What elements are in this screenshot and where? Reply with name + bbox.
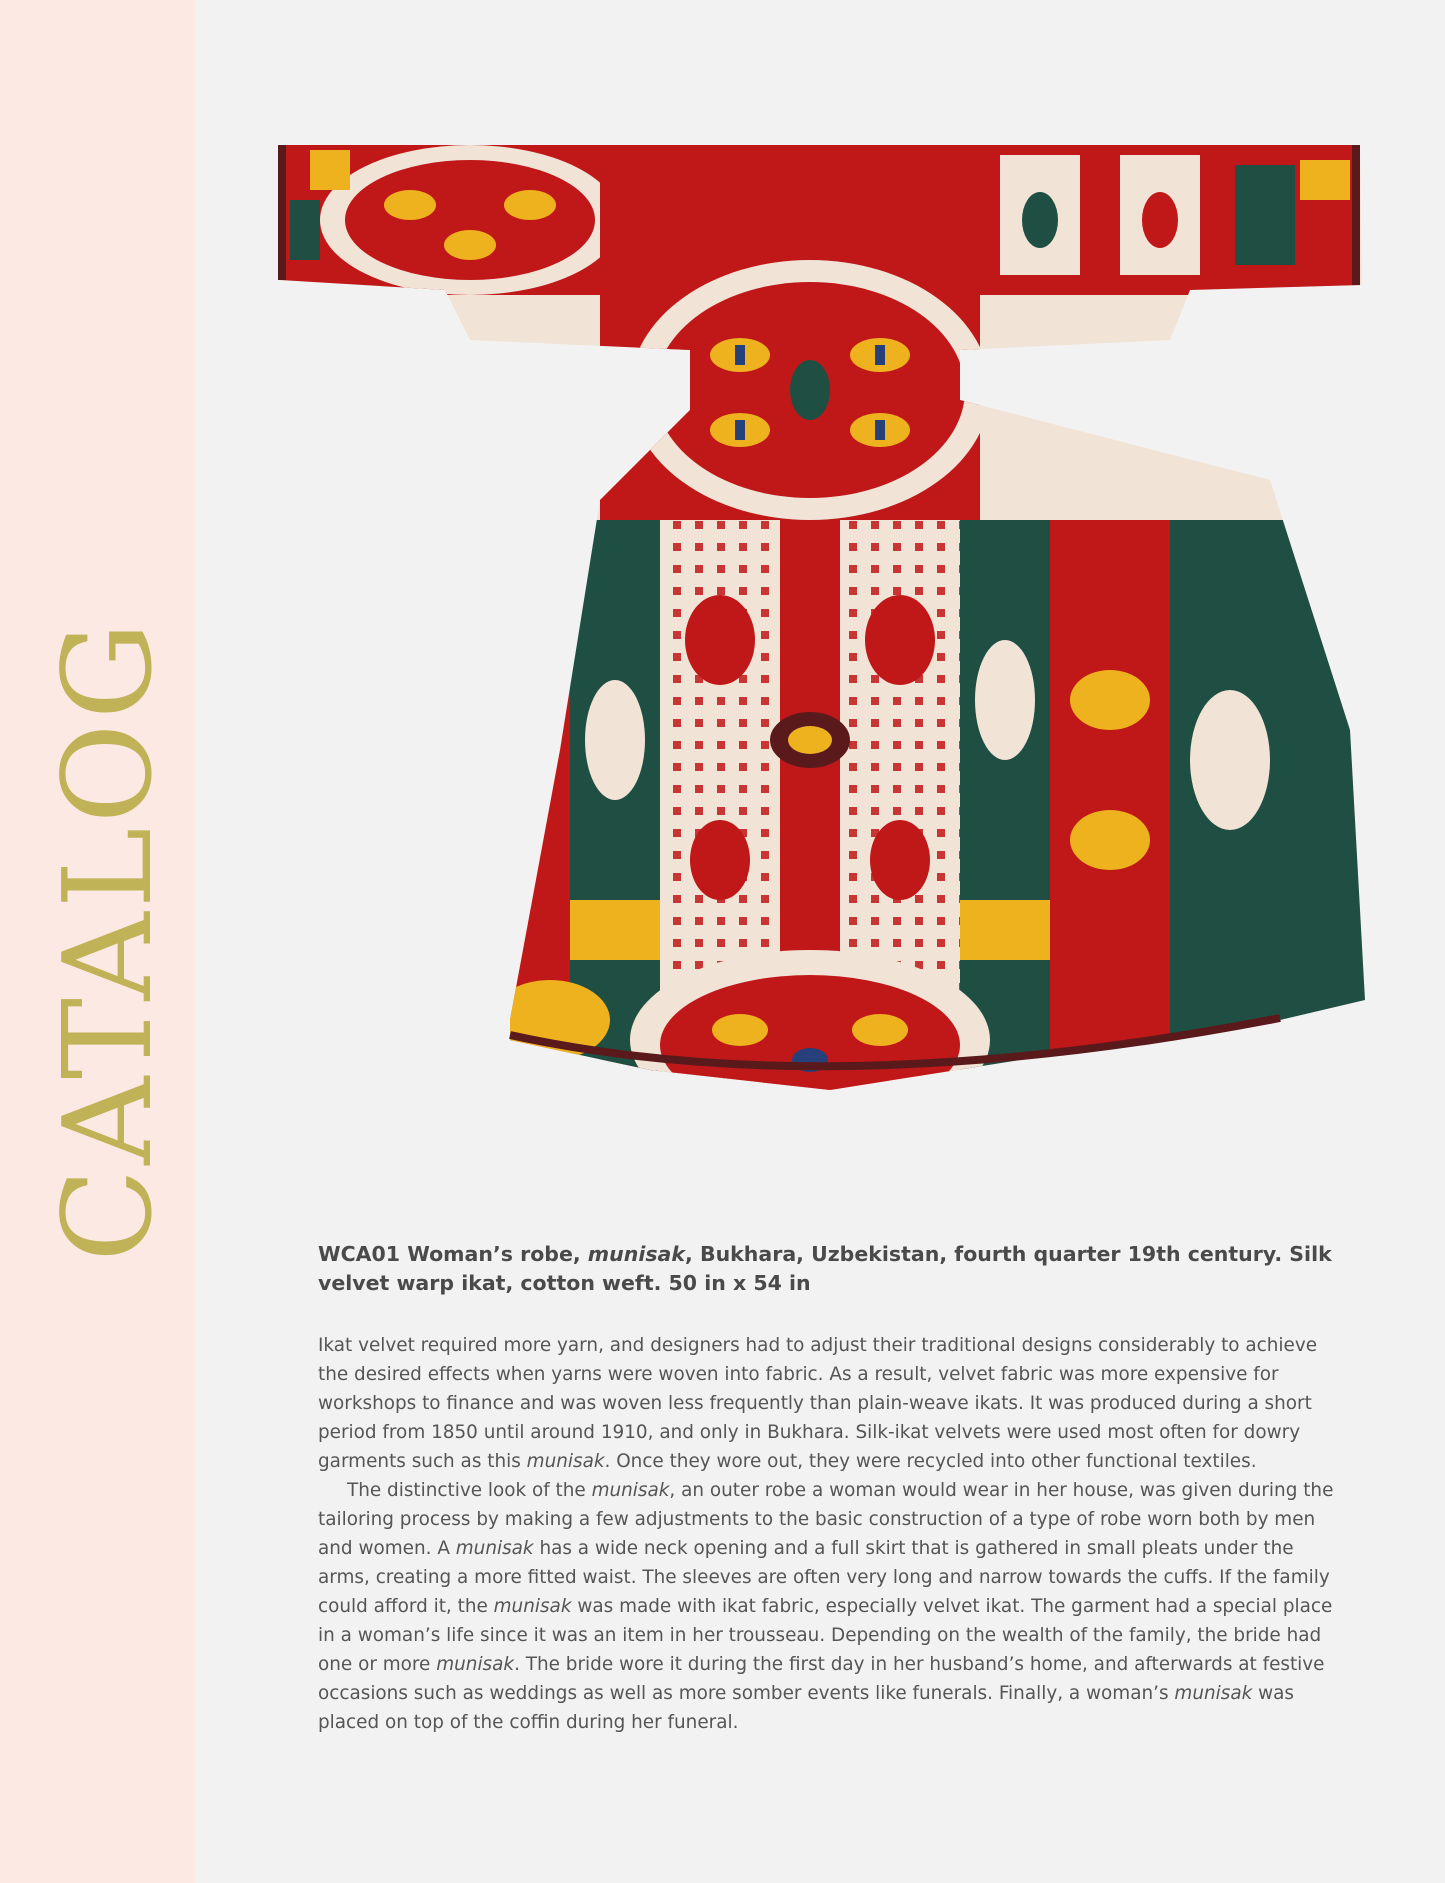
robe-image <box>270 140 1370 1160</box>
p2-text-c: has a wide neck opening and a full skirt that is gathered in small pleats under the arms, creating a more fitted waist. The sleeves are often very long and narrow towards the cuffs. If the family could afford it, the <box>318 1538 1330 1617</box>
figure-caption <box>318 1240 1338 1298</box>
p1-italic-1: munisak <box>526 1451 605 1472</box>
catalog-id: WCA01 <box>318 1242 401 1266</box>
p2-text-b: , an outer robe a woman would wear in her house, was given during the tailoring process by making a few adjustments to the basic construction of a type of robe worn both by men and women. A <box>318 1480 1334 1559</box>
p2-text-d: was made with ikat fabric, especially velvet ikat. The garment had a special place in a woman’s life since it was an item in her trousseau. Depending on the wealth of the family, the bride had one or more <box>318 1596 1333 1675</box>
p2-italic-1: munisak <box>591 1480 670 1501</box>
p1-text-b: . Once they wore out, they were recycled into other functional textiles. <box>604 1451 1257 1472</box>
p2-italic-4: munisak <box>436 1654 515 1675</box>
body-text <box>318 1331 1338 1737</box>
caption-text-2: , Bukhara, Uzbekistan, fourth quarter 19th century. Silk velvet warp ikat, cotton weft. 50 in x 54 in <box>318 1242 1332 1295</box>
p2-text-f: was placed on top of the coffin during her funeral. <box>318 1683 1295 1733</box>
p2-text-a: The distinctive look of the <box>347 1480 592 1501</box>
catalog-title: CATALOG <box>37 617 179 1263</box>
caption-italic: munisak <box>587 1242 686 1266</box>
p2-text-e: . The bride wore it during the first day in her husband’s home, and afterwards at festive occasions such as weddings as well as more somber events like funerals. Finally, a woman’s <box>318 1654 1325 1704</box>
paragraph-1 <box>318 1331 1338 1476</box>
p2-italic-3: munisak <box>493 1596 572 1617</box>
caption-text-1: Woman’s robe, <box>400 1242 588 1266</box>
robe-figure <box>270 140 1370 1160</box>
paragraph-2 <box>318 1476 1338 1737</box>
p2-italic-5: munisak <box>1174 1683 1253 1704</box>
sidebar-band <box>0 0 195 1883</box>
p2-italic-2: munisak <box>455 1538 534 1559</box>
p1-text-a: Ikat velvet required more yarn, and designers had to adjust their traditional designs considerably to achieve the desired effects when yarns were woven into fabric. As a result, velvet fabric was more expensive for workshops to finance and was woven less frequently than plain-weave ikats. It was produced during a short period from 1850 until around 1910, and only in Bukhara. Silk-ikat velvets were used most often for dowry garments such as this <box>318 1335 1318 1472</box>
